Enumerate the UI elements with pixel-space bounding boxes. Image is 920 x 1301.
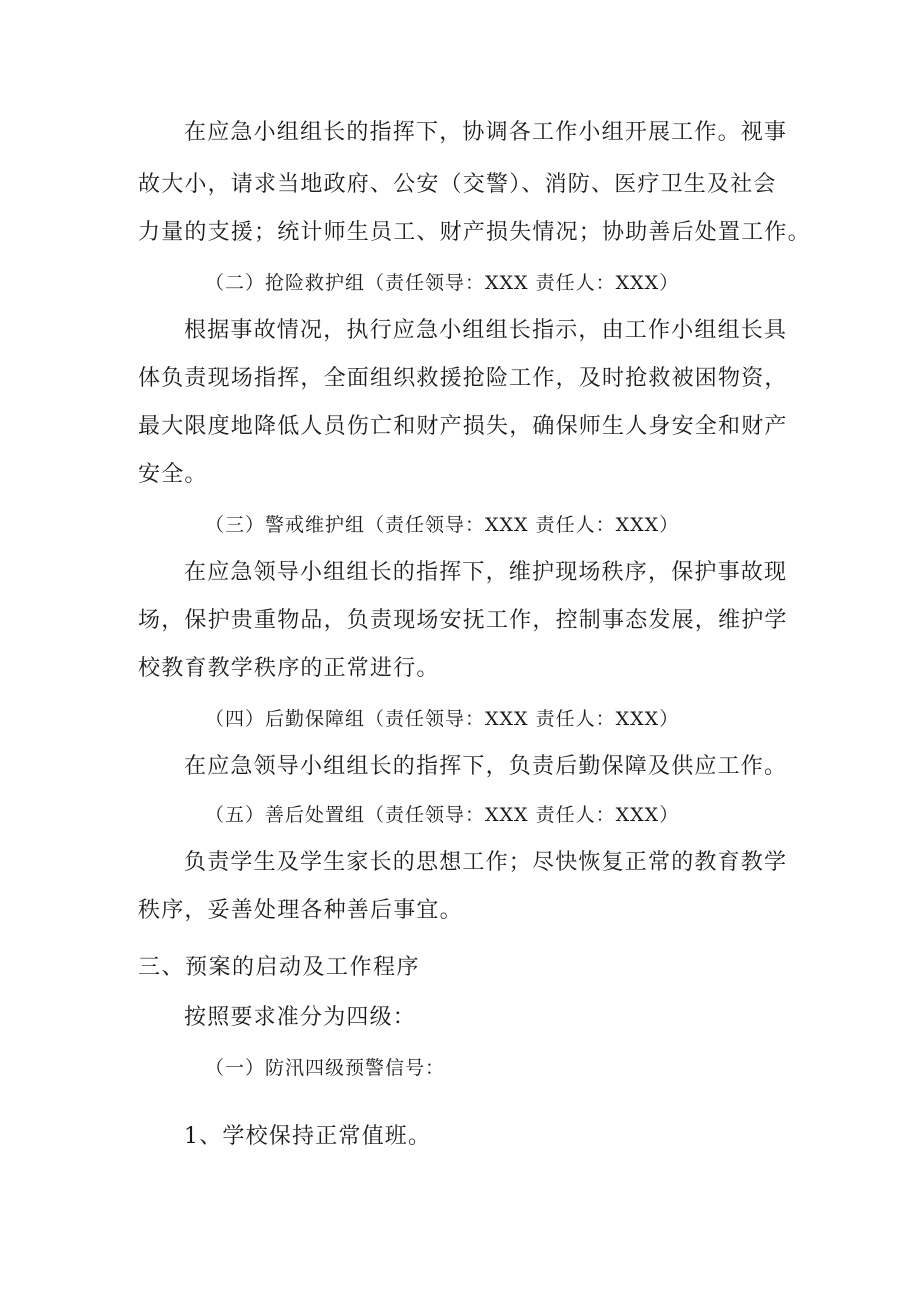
- group-heading: （三）警戒维护组（责任领导：XXX 责任人：XXX）: [205, 514, 680, 536]
- list-item: 1、学校保持正常值班。: [184, 1124, 432, 1149]
- paragraph-line: 体负责现场指挥，全面组织救援抢险工作，及时抢救被困物资，: [138, 366, 788, 391]
- paragraph-line: 在应急领导小组组长的指挥下，维护现场秩序，保护事故现: [184, 560, 788, 585]
- paragraph-line: 秩序，妥善处理各种善后事宜。: [138, 898, 463, 923]
- paragraph-line: 场，保护贵重物品，负责现场安抚工作，控制事态发展，维护学: [138, 608, 788, 633]
- paragraph-line: 在应急小组组长的指挥下，协调各工作小组开展工作。视事: [184, 120, 788, 145]
- paragraph-line: 在应急领导小组组长的指挥下，负责后勤保障及供应工作。: [184, 754, 788, 779]
- paragraph-line: 故大小，请求当地政府、公安（交警）、消防、医疗卫生及社会: [138, 172, 777, 197]
- subsection-heading: （一）防汛四级预警信号：: [205, 1057, 446, 1079]
- paragraph-line: 最大限度地降低人员伤亡和财产损失，确保师生人身安全和财产: [138, 414, 788, 439]
- paragraph-line: 负责学生及学生家长的思想工作；尽快恢复正常的教育教学: [184, 850, 788, 875]
- paragraph-line: 按照要求准分为四级：: [184, 1005, 417, 1030]
- group-heading: （四）后勤保障组（责任领导：XXX 责任人：XXX）: [205, 708, 680, 730]
- paragraph-line: 根据事故情况，执行应急小组组长指示，由工作小组组长具: [184, 318, 788, 343]
- group-heading: （二）抢险救护组（责任领导：XXX 责任人：XXX）: [205, 272, 680, 294]
- paragraph-line: 校教育教学秩序的正常进行。: [138, 656, 440, 681]
- paragraph-line: 力量的支援；统计师生员工、财产损失情况；协助善后处置工作。: [138, 220, 811, 245]
- section-heading: 三、预案的启动及工作程序: [138, 955, 421, 980]
- group-heading: （五）善后处置组（责任领导：XXX 责任人：XXX）: [205, 804, 680, 826]
- paragraph-line: 安全。: [138, 462, 208, 487]
